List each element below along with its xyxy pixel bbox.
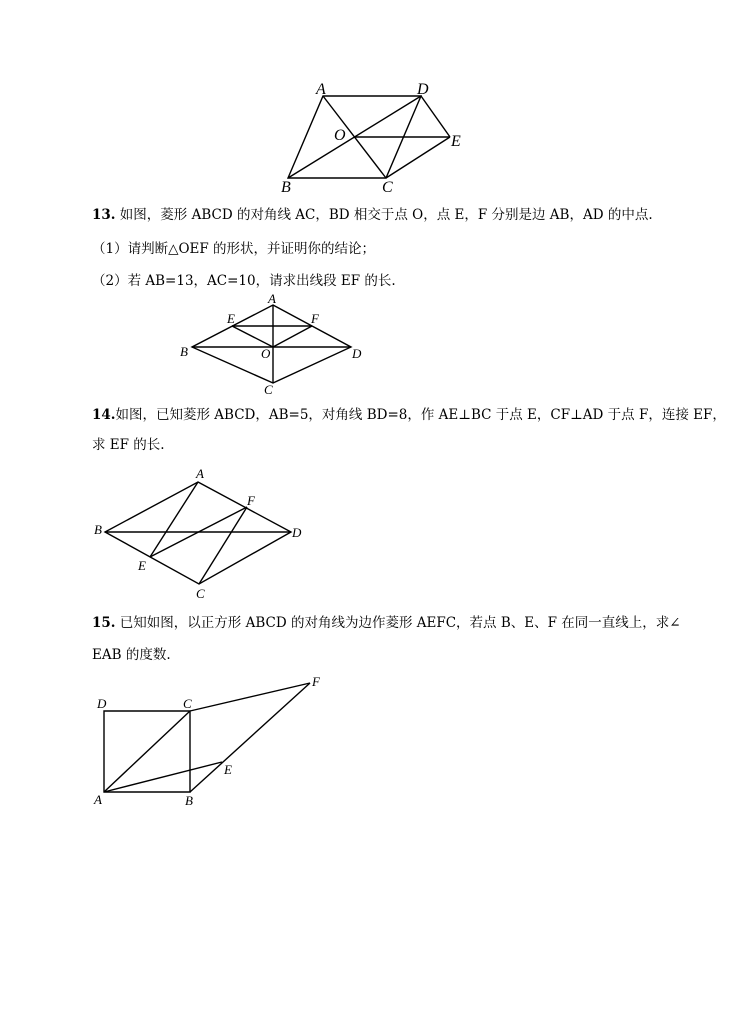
q15-number: 15.: [92, 615, 116, 631]
label-a: A: [316, 81, 326, 98]
q15-stem-text: 已知如图，以正方形 ABCD 的对角线为边作菱形 AEFC，若点 B、E、F 在同一直线上，求∠: [119, 615, 681, 631]
q14-stem-text: 如图，已知菱形 ABCD，AB=5，对角线 BD=8，作 AE⊥BC 于点 E，CF⊥AD 于点 F，连接 EF，: [115, 407, 726, 423]
label-e: E: [138, 558, 146, 573]
q13-stem-text: 如图，菱形 ABCD 的对角线 AC，BD 相交于点 O，点 E，F 分别是边 AB，AD 的中点.: [119, 207, 653, 223]
label-a: A: [94, 792, 102, 807]
q15-stem-line2: EAB 的度数.: [92, 647, 171, 663]
diagonal-ac: [104, 711, 190, 792]
label-d: D: [292, 525, 302, 540]
label-e: E: [227, 311, 235, 326]
q13-number: 13.: [92, 207, 116, 223]
segment-ae: [104, 762, 222, 792]
label-b: B: [281, 179, 291, 196]
label-c: C: [382, 179, 393, 196]
label-b: B: [185, 793, 193, 808]
q13-part1: （1）请判断△OEF 的形状，并证明你的结论；: [92, 241, 376, 257]
label-c: C: [264, 382, 273, 397]
label-f: F: [247, 493, 255, 508]
label-f: F: [312, 674, 320, 689]
label-d: D: [97, 696, 107, 711]
q13-part2: （2）若 AB=13，AC=10，请求出线段 EF 的长.: [92, 273, 396, 289]
label-d: D: [352, 346, 362, 361]
segment-bf: [190, 683, 310, 792]
label-c: C: [196, 586, 205, 601]
label-f: F: [311, 311, 319, 326]
label-e: E: [451, 133, 461, 150]
label-b: B: [180, 344, 188, 359]
label-o: O: [334, 127, 346, 144]
label-b: B: [94, 522, 102, 537]
segment-cf: [190, 683, 310, 711]
q14-stem-line2: 求 EF 的长.: [92, 437, 165, 453]
label-d: D: [417, 81, 429, 98]
label-o: O: [261, 346, 271, 361]
q14-number: 14.: [92, 407, 116, 423]
label-a: A: [268, 291, 276, 306]
label-a: A: [196, 466, 204, 481]
label-e: E: [224, 762, 232, 777]
label-c: C: [183, 696, 192, 711]
